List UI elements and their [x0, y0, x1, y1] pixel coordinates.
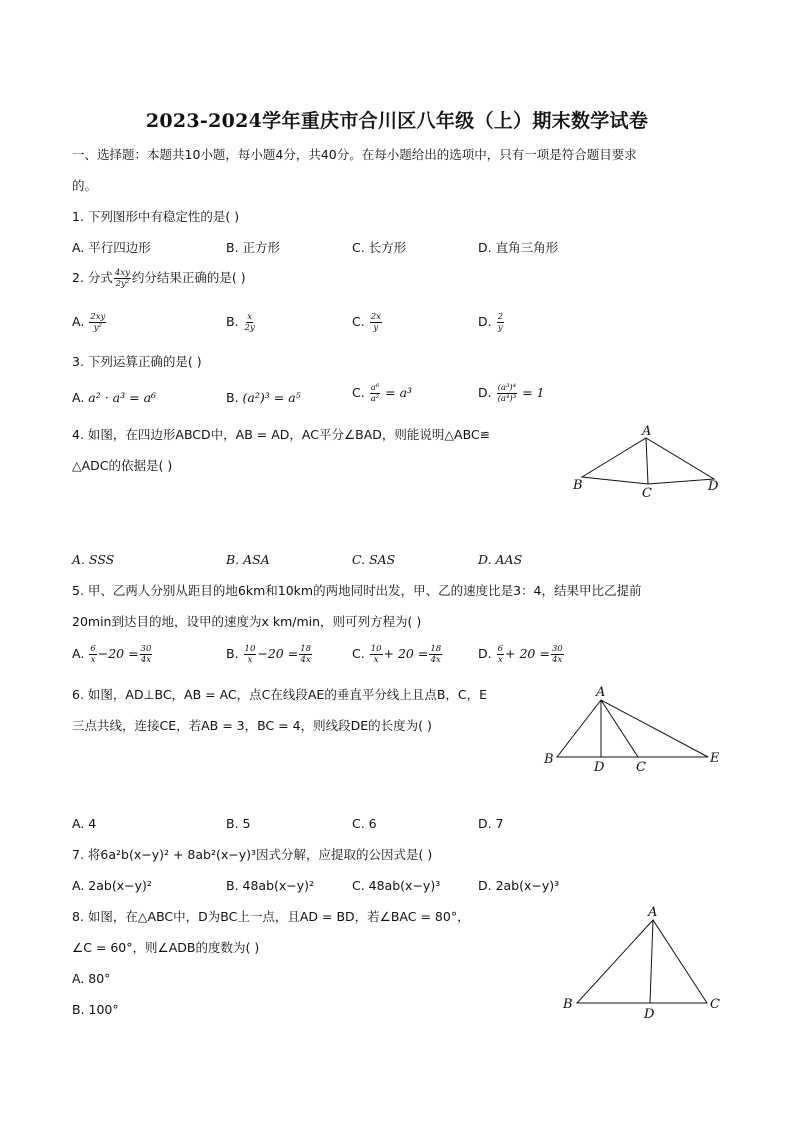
q5-stem-line1: 5. 甲、乙两人分别从距目的地6km和10km的两地同时出发，甲、乙的速度比是3：4，结果甲比乙提前: [72, 583, 642, 598]
q4-figure-quadrilateral: [570, 420, 730, 500]
q6-stem-line2: 三点共线，连接CE，若AB = 3，BC = 4，则线段DE的长度为( ): [72, 718, 432, 733]
q3-option-b[interactable]: B. (a²)³ = a⁵: [226, 390, 301, 405]
q3-stem: 3. 下列运算正确的是( ): [72, 354, 202, 369]
q2-option-d[interactable]: D. $\frac{2}{y}$: [478, 312, 504, 333]
q4-label-a: A: [642, 424, 652, 439]
q5-stem-line2: 20min到达目的地，设甲的速度为x km/min，则可列方程为( ): [72, 614, 422, 629]
q8-figure-triangle: [555, 900, 730, 1025]
q4-option-b[interactable]: B. ASA: [226, 552, 270, 567]
q6-label-a: A: [596, 685, 606, 700]
page-title: 2023-2024学年重庆市合川区八年级（上）期末数学试卷: [145, 110, 649, 132]
q4-stem-line2: △ADC的依据是( ): [72, 458, 173, 473]
section-instructions-line1: 一、选择题：本题共10小题，每小题4分，共40分。在每小题给出的选项中，只有一项是符合题目要求: [72, 147, 637, 162]
q5-option-c[interactable]: C. $\frac{10}{x}$ + 20 = $\frac{18}{4x}$: [352, 644, 442, 665]
q4-label-d: D: [708, 479, 719, 494]
q7-option-b[interactable]: B. 48ab(x−y)²: [226, 878, 315, 893]
q8-segment-ad: [650, 920, 653, 1003]
q1-option-a[interactable]: A. 平行四边形: [72, 240, 151, 255]
q8-label-a: A: [648, 905, 658, 920]
q7-option-c[interactable]: C. 48ab(x−y)³: [352, 878, 441, 893]
q6-figure-triangle: [540, 680, 730, 775]
q6-option-a[interactable]: A. 4: [72, 816, 97, 831]
q6-segment-ac: [601, 700, 638, 757]
q4-segment-ac: [646, 438, 648, 484]
q5-option-d[interactable]: D. $\frac{6}{x}$ + 20 = $\frac{30}{4x}$: [478, 644, 563, 665]
q7-option-d[interactable]: D. 2ab(x−y)³: [478, 878, 560, 893]
q8-label-b: B: [563, 997, 573, 1012]
q5-option-b[interactable]: B. $\frac{10}{x}$ −20 = $\frac{18}{4x}$: [226, 644, 312, 665]
q2-option-b[interactable]: B. $\frac{x}{2y}$: [226, 312, 255, 333]
q7-stem: 7. 将6a²b(x−y)² + 8ab²(x−y)³因式分解，应提取的公因式是( ): [72, 847, 433, 862]
q8-triangle-abc: [577, 920, 707, 1003]
q6-option-b[interactable]: B. 5: [226, 816, 251, 831]
q5-option-a[interactable]: A. $\frac{6}{x}$ −20 = $\frac{30}{4x}$: [72, 644, 152, 665]
q6-stem-line1: 6. 如图，AD⊥BC，AB = AC，点C在线段AE的垂直平分线上且点B，C，E: [72, 687, 488, 702]
q8-option-a[interactable]: A. 80°: [72, 971, 111, 986]
q6-option-c[interactable]: C. 6: [352, 816, 377, 831]
q3-option-d[interactable]: D. $\frac{\text{(a³)⁴}}{\text{(a⁴)³}}$ = 1: [478, 383, 545, 404]
q8-stem-line1: 8. 如图，在△ABC中，D为BC上一点，且AD = BD，若∠BAC = 80°，: [72, 909, 470, 924]
q1-stem: 1. 下列图形中有稳定性的是( ): [72, 209, 240, 224]
q4-option-c[interactable]: C. SAS: [352, 552, 396, 567]
q6-label-b: B: [544, 752, 554, 767]
q4-label-c: C: [642, 486, 652, 500]
q1-option-c[interactable]: C. 长方形: [352, 240, 407, 255]
q2-stem-fraction: $\frac{4xy}{\text{2y²}}$: [114, 268, 130, 289]
q4-option-d[interactable]: D. AAS: [478, 552, 523, 567]
q3-option-a[interactable]: A. a² · a³ = a⁶: [72, 390, 157, 405]
q4-stem-line1: 4. 如图，在四边形ABCD中，AB = AD，AC平分∠BAD，则能说明△ABC≌: [72, 427, 491, 442]
q8-label-d: D: [644, 1007, 655, 1022]
q8-stem-line2: ∠C = 60°，则∠ADB的度数为( ): [72, 940, 260, 955]
q8-option-b[interactable]: B. 100°: [72, 1002, 119, 1017]
q1-option-d[interactable]: D. 直角三角形: [478, 240, 559, 255]
q6-label-d: D: [594, 760, 605, 775]
q7-option-a[interactable]: A. 2ab(x−y)²: [72, 878, 152, 893]
q6-label-c: C: [636, 760, 646, 775]
q2-option-c[interactable]: C. $\frac{2x}{y}$: [352, 312, 381, 333]
q1-option-b[interactable]: B. 正方形: [226, 240, 281, 255]
q2-stem: 2. 分式 $\frac{4xy}{\text{2y²}}$ 约分结果正确的是( ): [72, 268, 246, 289]
q2-option-a[interactable]: A. $\frac{2xy}{\text{y²}}$: [72, 312, 106, 333]
q6-label-e: E: [710, 751, 720, 766]
section-instructions-line2: 的。: [72, 178, 98, 193]
q3-option-c[interactable]: C. $\frac{\text{a⁶}}{\text{a²}}$ = a³: [352, 383, 413, 404]
q6-option-d[interactable]: D. 7: [478, 816, 504, 831]
q8-label-c: C: [710, 997, 720, 1012]
q4-option-a[interactable]: A. SSS: [72, 552, 115, 567]
q4-label-b: B: [573, 478, 583, 493]
